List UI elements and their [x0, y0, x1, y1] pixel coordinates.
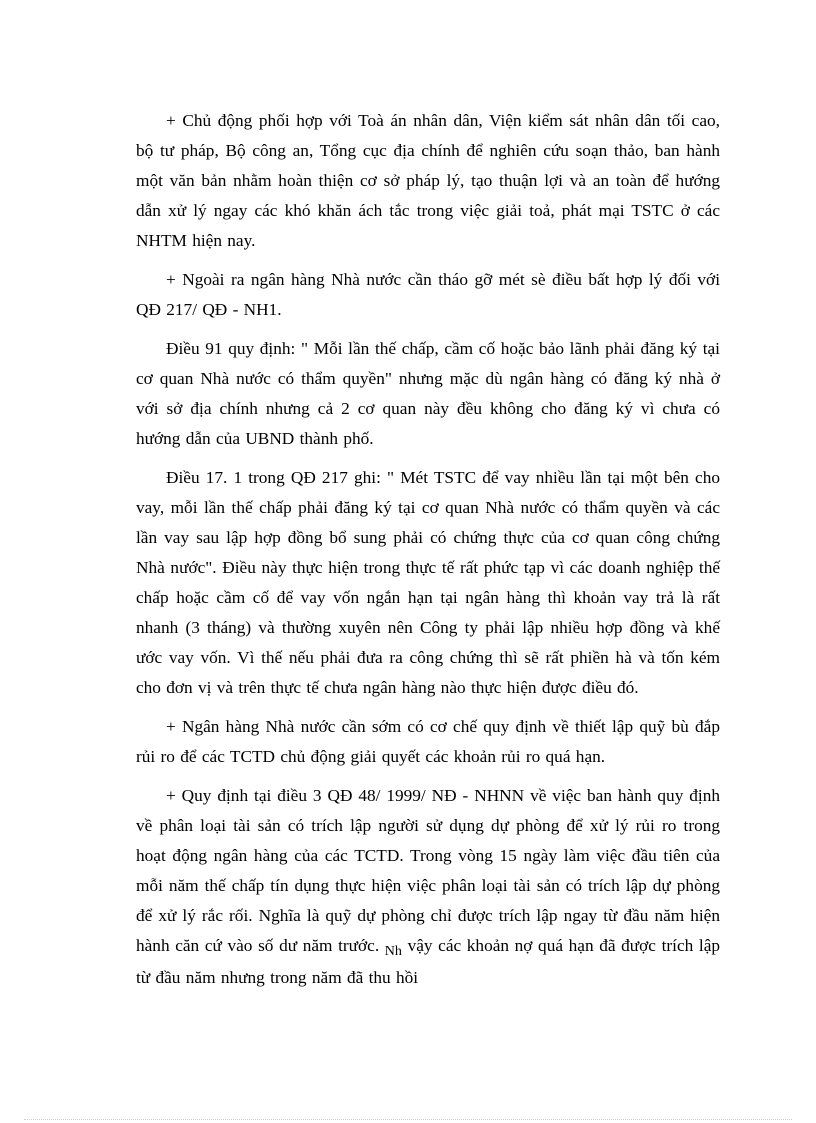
inline-small-text: Nh [384, 944, 402, 959]
paragraph-regulation-48 [136, 781, 720, 993]
document-page [136, 106, 720, 1002]
paragraph-coordination: + Chủ động phối hợp với Toà án nhân dân, Viện kiểm sát nhân dân tối cao, bộ tư pháp, Bộ công an, Tổng cục địa chính để nghiên cứu soạn thảo, ban hành một văn bản nhằm hoàn thiện cơ sở pháp lý, tạo thuận lợi và an toàn để hướng dẫn xử lý ngay các khó khăn ách tắc trong việc giải toả, phát mại TSTC ở các NHTM hiện nay. [136, 111, 720, 250]
paragraph-regulation-48-text: + Quy định tại điều 3 QĐ 48/ 1999/ NĐ - NHNN về việc ban hành quy định về phân loại tài sản có trích lập người sử dụng dự phòng để xử lý rủi ro trong hoạt động ngân hàng của các TCTD. Trong vòng 15 ngày làm việc đầu tiên của mỗi năm thế chấp tín dụng thực hiện việc phân loại tài sản có trích lập dự phòng để xử lý rắc rối. Nghĩa là quỹ dự phòng chỉ được trích lập ngay từ đầu năm hiện hành căn cứ vào số dư năm trước. [136, 786, 720, 955]
paragraph-article-91: Điều 91 quy định: " Mỗi lần thế chấp, cầm cố hoặc bảo lãnh phải đăng ký tại cơ quan Nhà nước có thẩm quyền" nhưng mặc dù ngân hàng có đăng ký nhà ở với sở địa chính nhưng cả 2 cơ quan này đều không cho đăng ký vì chưa có hướng dẫn của UBND thành phố. [136, 339, 720, 448]
paragraph-regulation-48-continued: vậy các khoản nợ quá hạn đã được trích lập từ đầu năm nhưng trong năm đã thu hồi [136, 936, 721, 987]
paragraph-risk-fund: + Ngân hàng Nhà nước cần sớm có cơ chế quy định về thiết lập quỹ bù đắp rủi ro để các TCTD chủ động giải quyết các khoản rủi ro quá hạn. [136, 717, 720, 766]
page-bottom-divider [24, 1119, 792, 1120]
paragraph-article-17: Điều 17. 1 trong QĐ 217 ghi: " Mét TSTC để vay nhiều lần tại một bên cho vay, mỗi lần thế chấp phải đăng ký tại cơ quan Nhà nước có thẩm quyền và các lần vay sau lập hợp đồng bổ sung phải có chứng thực của cơ quan công chứng Nhà nước". Điều này thực hiện trong thực tế rất phức tạp vì các doanh nghiệp thế chấp hoặc cầm cố để vay vốn ngắn hạn tại ngân hàng thì khoản vay trả là rất nhanh (3 tháng) và thường xuyên nên Công ty phải lập nhiều hợp đồng và khế ước vay vốn. Vì thế nếu phải đưa ra công chứng thì sẽ rất phiền hà và tốn kém cho đơn vị và trên thực tế chưa ngân hàng nào thực hiện được điều đó. [136, 468, 720, 697]
paragraph-state-bank: + Ngoài ra ngân hàng Nhà nước cần tháo gỡ mét sè điều bất hợp lý đối với QĐ 217/ QĐ - NH1. [136, 270, 720, 319]
